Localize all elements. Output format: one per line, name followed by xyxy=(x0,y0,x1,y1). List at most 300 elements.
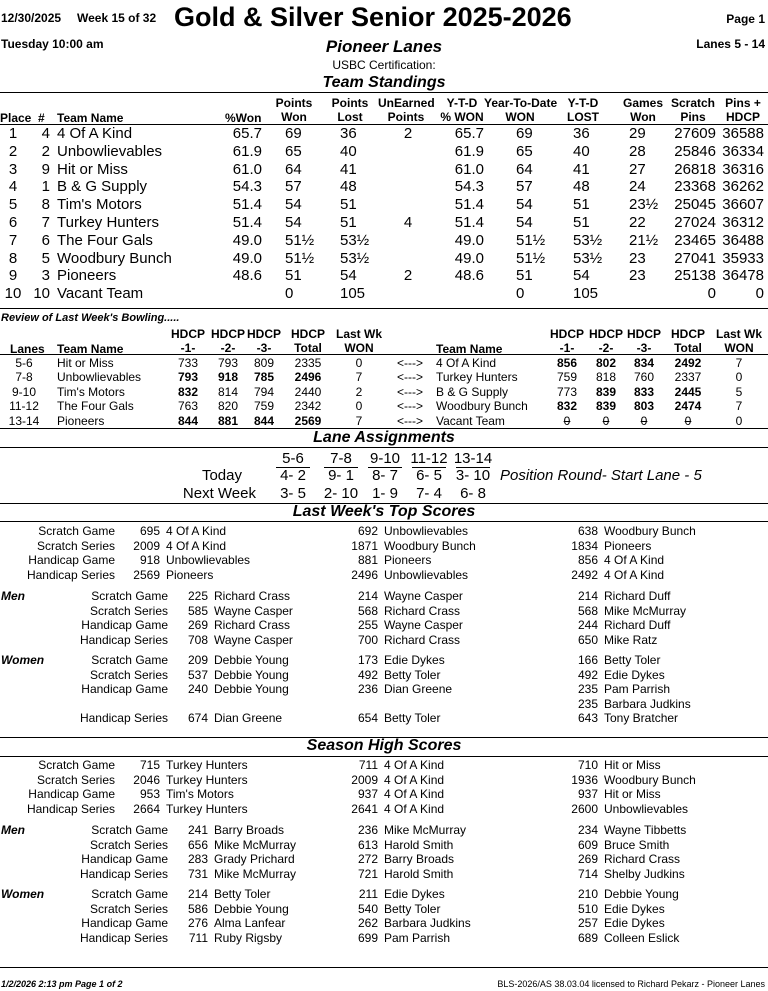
cell-unearned: 4 xyxy=(403,214,413,231)
score-value: 638 xyxy=(577,524,598,538)
cell-points-lost: 51 xyxy=(340,196,357,214)
header-left-g2: HDCP -2- xyxy=(210,327,245,355)
cell-points-won: 0 xyxy=(285,285,294,303)
score-row xyxy=(0,802,768,819)
cell-pct-won: 54.3 xyxy=(232,178,262,196)
score-value: 2641 xyxy=(351,801,378,816)
score-value: 1871 xyxy=(351,538,378,553)
cell-right-team: 4 Of A Kind xyxy=(436,356,497,370)
cell-left-total: 2342 xyxy=(294,399,322,414)
cell-team-number: 5 xyxy=(41,249,50,267)
cell-team-name: Turkey Hunters xyxy=(57,214,159,231)
score-value: 2009 xyxy=(351,772,378,787)
score-name: Colleen Eslick xyxy=(604,930,680,945)
cell-left-total: 2569 xyxy=(294,413,322,428)
score-value: 953 xyxy=(139,787,160,801)
score-label: Scratch Game xyxy=(38,758,115,772)
header-lanes: Lanes xyxy=(10,342,45,356)
standings-row xyxy=(0,196,768,213)
cell-right-g2: 0 xyxy=(602,413,610,428)
cell-ytd-pct: 51.4 xyxy=(454,214,484,231)
score-name: Pioneers xyxy=(604,538,652,553)
cell-right-g3: 0 xyxy=(640,413,648,428)
score-name: Ruby Rigsby xyxy=(214,930,283,945)
cell-left-g3: 794 xyxy=(253,384,275,399)
cell-team-name: Tim's Motors xyxy=(57,196,142,214)
header-unearned: UnEarned Points xyxy=(378,96,435,124)
score-name: Woodbury Bunch xyxy=(604,772,696,787)
cell-ytd-lost: 51 xyxy=(573,214,590,231)
week-label: Week 15 of 32 xyxy=(77,11,157,25)
score-label: Scratch Series xyxy=(89,667,168,682)
cell-left-g3: 844 xyxy=(253,413,275,428)
cell-right-won: 5 xyxy=(735,384,743,399)
cell-ytd-pct: 54.3 xyxy=(454,178,484,196)
cell-right-g2: 818 xyxy=(595,370,617,385)
cell-points-lost: 53½ xyxy=(340,231,370,249)
cell-scratch-pins: 23368 xyxy=(674,178,716,196)
score-name: Harold Smith xyxy=(384,837,454,852)
score-name: Tony Bratcher xyxy=(604,711,679,725)
score-label: Scratch Series xyxy=(89,901,168,916)
lanes-next-label: Next Week xyxy=(182,485,256,502)
cell-left-g2: 814 xyxy=(217,384,239,399)
score-value: 276 xyxy=(187,916,208,930)
score-name: Hit or Miss xyxy=(604,787,661,801)
cell-ytd-lost: 54 xyxy=(573,267,590,285)
cell-place: 1 xyxy=(8,125,18,142)
cell-left-won: 7 xyxy=(355,413,363,428)
score-name: Dian Greene xyxy=(214,711,283,725)
score-name: Betty Toler xyxy=(604,653,661,667)
header-left-g1: HDCP -1- xyxy=(170,327,205,355)
lanes-today-pair: 9- 1 xyxy=(328,467,354,484)
score-value: 656 xyxy=(187,837,208,852)
standings-row xyxy=(0,285,768,302)
cell-ytd-lost: 48 xyxy=(573,178,590,196)
cell-right-won: 0 xyxy=(735,370,743,385)
header-right-g1: HDCP -1- xyxy=(549,327,584,355)
cell-team-number: 9 xyxy=(41,160,50,178)
cell-points-lost: 48 xyxy=(340,178,357,196)
cell-left-team: Tim's Motors xyxy=(57,384,125,399)
cell-ytd-won: 69 xyxy=(516,125,533,142)
cell-place: 7 xyxy=(8,231,18,249)
score-name: Richard Crass xyxy=(384,603,461,618)
cell-games-won: 22 xyxy=(629,214,646,231)
score-name: 4 Of A Kind xyxy=(384,787,445,801)
divider xyxy=(0,447,768,448)
score-row xyxy=(0,867,768,884)
header-scratch: Scratch Pins xyxy=(670,96,716,124)
cell-pct-won: 48.6 xyxy=(232,267,262,285)
score-value: 166 xyxy=(577,653,598,667)
score-value: 210 xyxy=(577,887,598,901)
score-value: 240 xyxy=(187,682,208,696)
score-value: 714 xyxy=(577,866,598,881)
standings-title: Team Standings xyxy=(322,74,446,91)
score-value: 234 xyxy=(577,823,598,837)
score-name: Debbie Young xyxy=(604,887,679,901)
cell-team-name: Pioneers xyxy=(57,267,117,285)
cell-points-lost: 36 xyxy=(340,125,357,142)
lanes-today-row xyxy=(0,467,768,484)
score-value: 272 xyxy=(357,852,378,866)
cell-left-g1: 733 xyxy=(177,356,199,370)
cell-place: 9 xyxy=(8,267,18,285)
cell-right-team: Turkey Hunters xyxy=(436,370,518,385)
header-place: Place xyxy=(0,111,32,125)
cell-left-g1: 763 xyxy=(177,399,199,414)
score-row xyxy=(0,711,768,728)
lanes-next-pair: 3- 5 xyxy=(280,485,306,502)
lane-pair-header: 11-12 xyxy=(410,450,448,467)
cell-ytd-won: 54 xyxy=(516,214,533,231)
cell-left-g3: 785 xyxy=(253,370,275,385)
cell-right-total: 0 xyxy=(684,413,692,428)
lane-pair-header: 7-8 xyxy=(330,450,352,467)
cell-scratch-pins: 25045 xyxy=(674,196,716,214)
cell-left-g1: 844 xyxy=(177,413,199,428)
score-name: 4 Of A Kind xyxy=(166,524,227,538)
score-value: 510 xyxy=(577,901,598,916)
cell-unearned: 2 xyxy=(403,125,413,142)
score-value: 585 xyxy=(187,603,208,618)
cell-points-lost: 54 xyxy=(340,267,357,285)
cell-team-name: The Four Gals xyxy=(57,231,153,249)
header-left-lastwk: Last Wk WON xyxy=(335,327,382,355)
cell-ytd-won: 51 xyxy=(516,267,533,285)
cell-points-lost: 105 xyxy=(340,285,366,303)
score-name: Richard Crass xyxy=(214,589,291,603)
cell-lanes: 13-14 xyxy=(8,413,40,428)
score-name: Turkey Hunters xyxy=(166,772,248,787)
report-date: 12/30/2025 xyxy=(1,11,62,25)
cell-place: 6 xyxy=(8,214,18,231)
lanes-next-row xyxy=(0,485,768,502)
standings-row xyxy=(0,143,768,160)
score-value: 715 xyxy=(139,758,160,772)
standings-row xyxy=(0,161,768,178)
cell-games-won: 23½ xyxy=(629,196,659,214)
cell-right-g3: 833 xyxy=(633,384,655,399)
season-scores-title: Season High Scores xyxy=(306,737,462,754)
header-points-lost: Points Lost xyxy=(331,96,369,124)
lanes-today-label: Today xyxy=(201,467,242,484)
cell-left-team: Pioneers xyxy=(57,413,105,428)
score-label: Scratch Game xyxy=(38,524,115,538)
standings-row xyxy=(0,250,768,267)
cell-hdcp-pins: 36607 xyxy=(722,196,764,214)
cell-lanes: 11-12 xyxy=(9,399,39,414)
cell-hdcp-pins: 36312 xyxy=(722,214,764,231)
cell-scratch-pins: 0 xyxy=(707,285,716,303)
score-value: 537 xyxy=(187,667,208,682)
score-name: Mike McMurray xyxy=(214,866,297,881)
score-value: 654 xyxy=(357,711,378,725)
cell-ytd-lost: 40 xyxy=(573,142,590,160)
cell-ytd-pct: 48.6 xyxy=(454,267,484,285)
score-name: Unbowlievables xyxy=(384,567,469,582)
score-value: 1936 xyxy=(571,772,598,787)
score-name: Richard Duff xyxy=(604,618,671,632)
cell-scratch-pins: 27041 xyxy=(674,249,716,267)
cell-ytd-won: 65 xyxy=(516,142,533,160)
cell-lanes: 5-6 xyxy=(15,356,33,370)
cell-team-name: 4 Of A Kind xyxy=(57,125,133,142)
cell-ytd-lost: 53½ xyxy=(573,231,603,249)
header-ytd-lost: Y-T-D LOST xyxy=(567,96,599,124)
score-value: 492 xyxy=(357,667,378,682)
score-value: 650 xyxy=(577,632,598,647)
cell-ytd-won: 64 xyxy=(516,160,533,178)
score-name: 4 Of A Kind xyxy=(384,758,445,772)
cell-right-g2: 802 xyxy=(595,356,617,370)
header-ytd-pct: Y-T-D % WON xyxy=(440,96,484,124)
lanes-today-pair: 3- 10 xyxy=(455,467,491,484)
score-row xyxy=(0,931,768,948)
cell-points-won: 65 xyxy=(285,142,302,160)
score-name: Mike McMurray xyxy=(384,823,467,837)
cell-ytd-pct: 51.4 xyxy=(454,196,484,214)
day-time: Tuesday 10:00 am xyxy=(1,37,104,51)
cell-scratch-pins: 27609 xyxy=(674,125,716,142)
cell-left-total: 2335 xyxy=(294,356,322,370)
score-name: Pioneers xyxy=(384,553,432,567)
cell-points-won: 54 xyxy=(285,196,302,214)
page-label: Page 1 xyxy=(726,12,765,26)
cell-ytd-won: 54 xyxy=(516,196,533,214)
divider xyxy=(0,308,768,309)
cell-hdcp-pins: 36588 xyxy=(722,125,764,142)
score-value: 721 xyxy=(357,866,378,881)
score-name: Debbie Young xyxy=(214,653,289,667)
lanes-next-pair: 1- 9 xyxy=(372,485,398,502)
cell-points-lost: 53½ xyxy=(340,249,370,267)
score-name: Debbie Young xyxy=(214,682,289,696)
score-name: Wayne Casper xyxy=(384,618,463,632)
score-value: 269 xyxy=(187,618,208,632)
divider xyxy=(0,92,768,93)
cell-pct-won: 51.4 xyxy=(232,196,262,214)
score-name: Shelby Judkins xyxy=(604,866,685,881)
cell-left-total: 2440 xyxy=(294,384,322,399)
score-name: Wayne Casper xyxy=(214,603,293,618)
cell-points-won: 51½ xyxy=(285,249,315,267)
score-name: Richard Duff xyxy=(604,589,671,603)
score-value: 699 xyxy=(357,930,378,945)
header-team: Team Name xyxy=(57,111,124,125)
print-stamp: 1/2/2026 2:13 pm Page 1 of 2 xyxy=(1,979,123,989)
cell-right-g1: 759 xyxy=(556,370,578,385)
score-name: Wayne Casper xyxy=(214,632,293,647)
score-name: 4 Of A Kind xyxy=(604,567,665,582)
cell-right-g1: 773 xyxy=(556,384,578,399)
cell-right-g1: 0 xyxy=(563,413,571,428)
cell-games-won: 23 xyxy=(629,267,646,285)
score-name: 4 Of A Kind xyxy=(384,801,445,816)
cell-left-g2: 820 xyxy=(217,399,239,414)
score-name: Unbowlievables xyxy=(384,524,469,538)
score-name: Woodbury Bunch xyxy=(384,538,476,553)
league-title: Gold & Silver Senior 2025-2026 xyxy=(174,2,572,32)
score-name: Unbowlievables xyxy=(604,801,689,816)
cell-lanes: 7-8 xyxy=(15,370,33,385)
vs-arrow: <---> xyxy=(396,356,423,370)
cell-left-g3: 759 xyxy=(253,399,275,414)
score-name: Barbara Judkins xyxy=(604,696,691,711)
score-value: 710 xyxy=(577,758,598,772)
cell-left-g1: 793 xyxy=(177,370,199,385)
vs-arrow: <---> xyxy=(396,413,423,428)
cell-hdcp-pins: 36488 xyxy=(722,231,764,249)
standings-row xyxy=(0,178,768,195)
score-value: 236 xyxy=(357,823,378,837)
score-name: Alma Lanfear xyxy=(214,916,286,930)
cell-right-team: B & G Supply xyxy=(436,384,509,399)
cell-team-number: 8 xyxy=(41,196,50,214)
standings-row xyxy=(0,125,768,142)
score-name: Debbie Young xyxy=(214,901,289,916)
score-label: Handicap Game xyxy=(81,682,168,696)
cell-team-name: B & G Supply xyxy=(57,178,148,196)
header-num: # xyxy=(38,111,45,125)
cell-team-name: Woodbury Bunch xyxy=(57,249,172,267)
lanes-range: Lanes 5 - 14 xyxy=(696,37,765,51)
cell-hdcp-pins: 36262 xyxy=(722,178,764,196)
cell-left-g2: 793 xyxy=(217,356,239,370)
divider xyxy=(0,521,768,522)
lanes-today-pair: 6- 5 xyxy=(416,467,442,484)
cell-team-name: Unbowlievables xyxy=(57,142,163,160)
cell-pct-won: 49.0 xyxy=(232,231,262,249)
score-label: Scratch Game xyxy=(91,887,168,901)
score-value: 568 xyxy=(357,603,378,618)
score-label: Handicap Series xyxy=(79,632,168,647)
score-value: 609 xyxy=(577,837,598,852)
score-name: Pioneers xyxy=(166,567,214,582)
score-value: 881 xyxy=(357,553,378,567)
cell-right-g2: 839 xyxy=(595,399,617,414)
cell-games-won: 28 xyxy=(629,142,646,160)
cell-right-g3: 803 xyxy=(633,399,655,414)
score-name: Richard Crass xyxy=(214,618,291,632)
lanes-next-pair: 2- 10 xyxy=(323,485,359,502)
score-value: 613 xyxy=(357,837,378,852)
cell-pct-won: 49.0 xyxy=(232,249,262,267)
score-name: Richard Crass xyxy=(384,632,461,647)
men-label: Men xyxy=(1,589,25,603)
score-value: 173 xyxy=(357,653,378,667)
score-label: Scratch Game xyxy=(91,823,168,837)
score-name: Tim's Motors xyxy=(166,787,234,801)
score-label: Handicap Game xyxy=(28,553,115,567)
cell-scratch-pins: 25846 xyxy=(674,142,716,160)
score-value: 937 xyxy=(357,787,378,801)
cell-place: 8 xyxy=(8,249,18,267)
cell-games-won: 24 xyxy=(629,178,646,196)
cell-left-won: 0 xyxy=(355,399,363,414)
score-name: Barry Broads xyxy=(214,823,285,837)
score-value: 283 xyxy=(187,852,208,866)
cell-ytd-lost: 53½ xyxy=(573,249,603,267)
cell-left-total: 2496 xyxy=(294,370,322,385)
score-name: Betty Toler xyxy=(384,711,441,725)
header-games: Games Won xyxy=(622,96,664,124)
score-name: Mike Ratz xyxy=(604,632,658,647)
score-value: 689 xyxy=(577,930,598,945)
certification: USBC Certification: xyxy=(332,58,436,72)
score-value: 235 xyxy=(577,682,598,696)
cell-ytd-lost: 36 xyxy=(573,125,590,142)
score-value: 214 xyxy=(577,589,598,603)
cell-right-team: Vacant Team xyxy=(436,413,505,428)
cell-right-g3: 760 xyxy=(633,370,655,385)
cell-points-lost: 40 xyxy=(340,142,357,160)
women-label: Women xyxy=(1,887,45,901)
standings-header xyxy=(0,95,768,125)
women-label: Women xyxy=(1,653,45,667)
score-value: 700 xyxy=(357,632,378,647)
cell-scratch-pins: 26818 xyxy=(674,160,716,178)
lane-pairs-row xyxy=(0,450,768,467)
score-name: Hit or Miss xyxy=(604,758,661,772)
cell-team-number: 2 xyxy=(41,142,50,160)
cell-team-number: 6 xyxy=(41,231,50,249)
vs-arrow: <---> xyxy=(396,384,423,399)
score-value: 2009 xyxy=(133,538,160,553)
cell-team-number: 4 xyxy=(41,125,50,142)
score-value: 225 xyxy=(187,589,208,603)
score-value: 269 xyxy=(577,852,598,866)
cell-team-name: Hit or Miss xyxy=(57,160,128,178)
lane-pair-header: 13-14 xyxy=(453,450,493,467)
cell-place: 4 xyxy=(8,178,18,196)
score-value: 937 xyxy=(577,787,598,801)
score-name: Barbara Judkins xyxy=(384,916,471,930)
cell-hdcp-pins: 36316 xyxy=(722,160,764,178)
cell-points-won: 57 xyxy=(285,178,302,196)
cell-right-won: 7 xyxy=(735,356,743,370)
score-name: Harold Smith xyxy=(384,866,454,881)
score-value: 674 xyxy=(187,711,208,725)
score-value: 711 xyxy=(188,930,208,945)
score-name: Pam Parrish xyxy=(604,682,671,696)
lanes-today-note: Position Round- Start Lane - 5 xyxy=(500,467,702,484)
cell-left-team: Unbowlievables xyxy=(57,370,142,385)
lanes-today-pair: 4- 2 xyxy=(280,467,306,484)
cell-ytd-pct: 49.0 xyxy=(454,249,484,267)
header-team-left: Team Name xyxy=(57,342,124,356)
cell-right-team: Woodbury Bunch xyxy=(436,399,528,414)
cell-ytd-won: 57 xyxy=(516,178,533,196)
cell-left-g1: 832 xyxy=(177,384,199,399)
score-name: Debbie Young xyxy=(214,667,289,682)
cell-place: 3 xyxy=(8,160,18,178)
cell-ytd-pct: 61.0 xyxy=(454,160,484,178)
cell-games-won: 29 xyxy=(629,125,646,142)
cell-right-total: 2337 xyxy=(674,370,702,385)
score-name: Turkey Hunters xyxy=(166,801,248,816)
cell-points-won: 69 xyxy=(285,125,302,142)
license-text: BLS-2026/AS 38.03.04 licensed to Richard Pekarz - Pioneer Lanes xyxy=(497,979,765,989)
lanes-next-pair: 6- 8 xyxy=(460,485,486,502)
cell-right-total: 2445 xyxy=(674,384,702,399)
score-value: 262 xyxy=(357,916,378,930)
cell-scratch-pins: 23465 xyxy=(674,231,716,249)
lane-pair-header: 9-10 xyxy=(369,450,401,467)
cell-left-won: 0 xyxy=(355,356,363,370)
